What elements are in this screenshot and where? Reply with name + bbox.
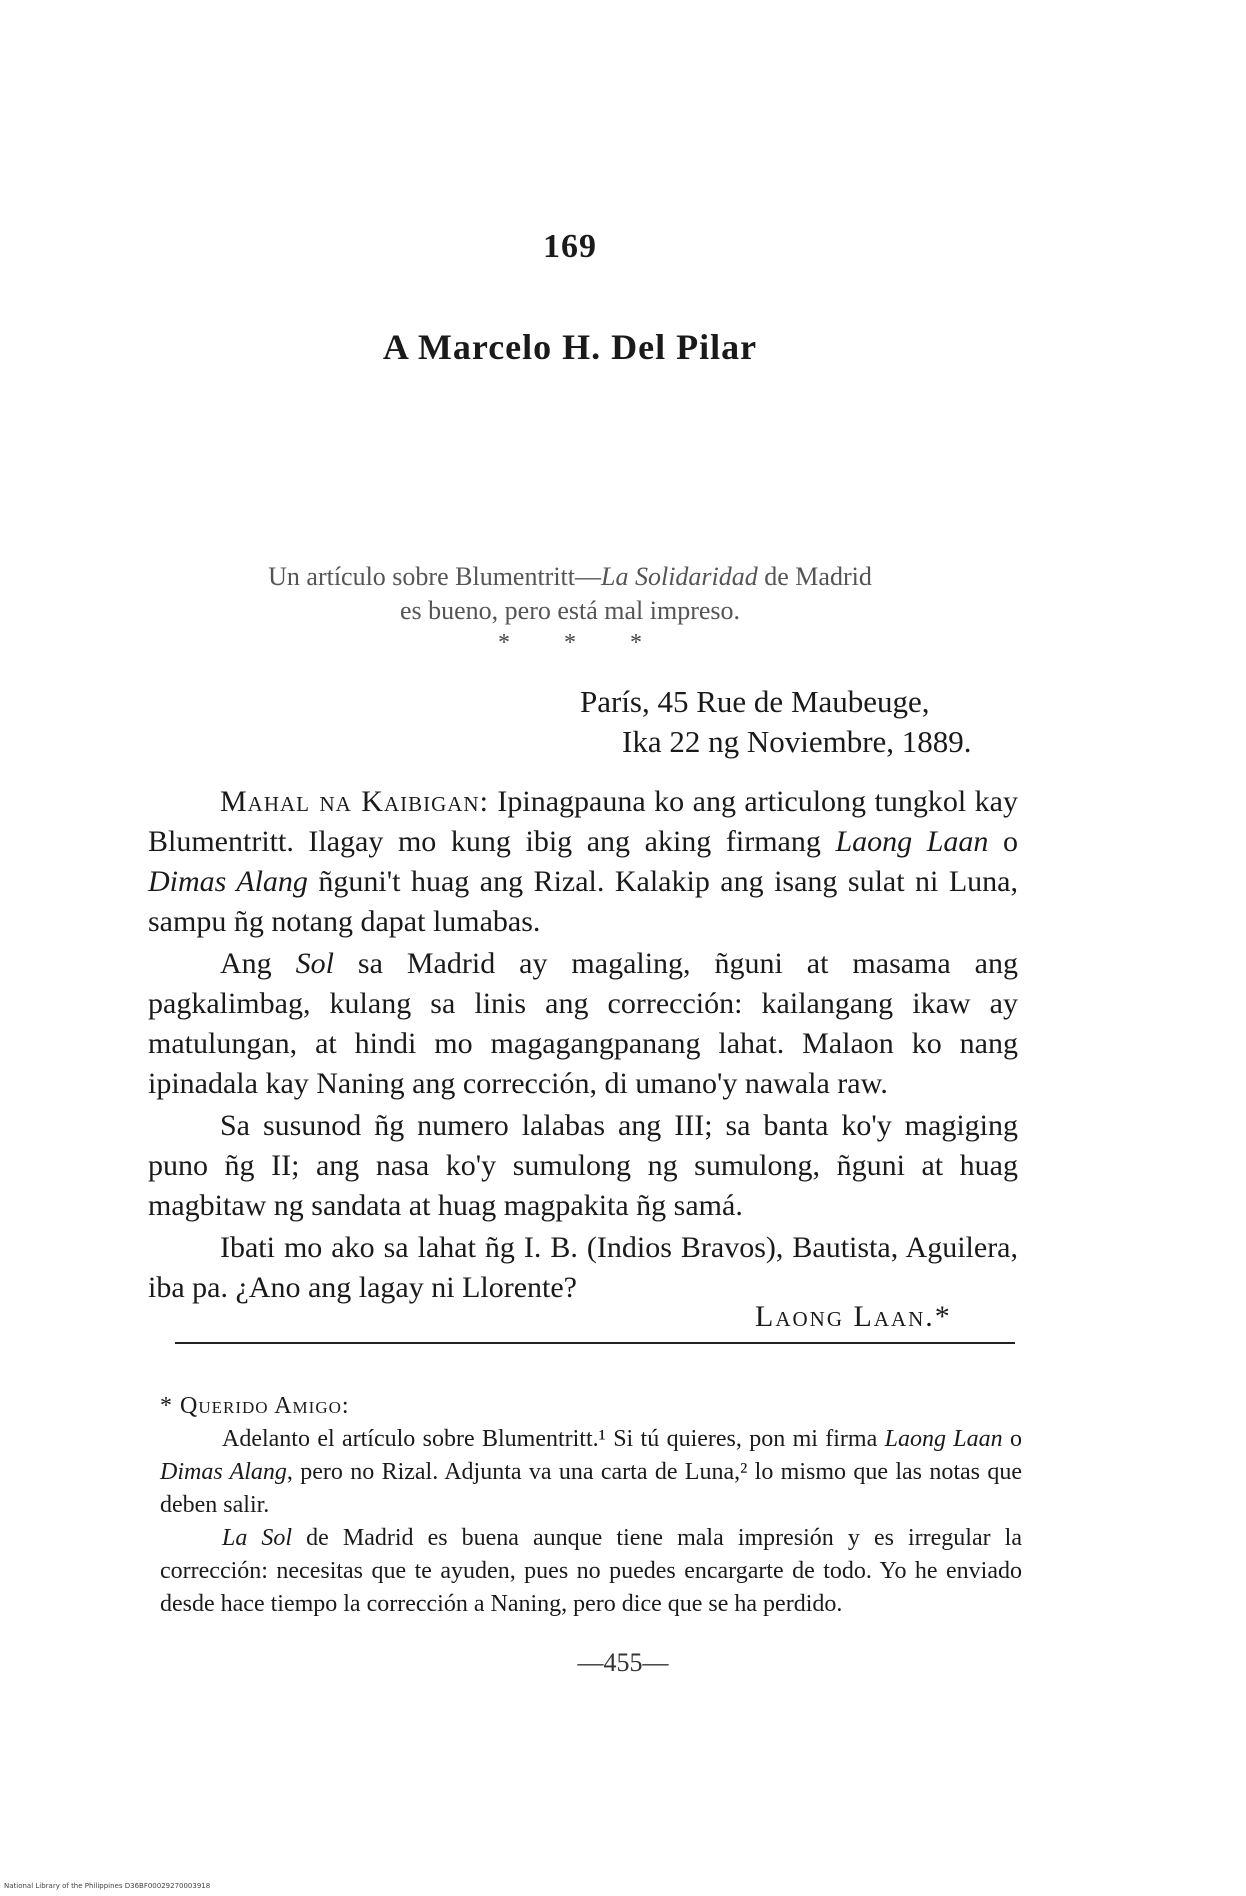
publication-name: Sol <box>295 947 334 980</box>
summary-italic: La Solidaridad <box>601 562 758 591</box>
letter-number: 169 <box>543 228 597 265</box>
footnote-salutation-text: * Querido Amigo: <box>160 1393 350 1419</box>
dateline-place: París, 45 Rue de Maubeuge, <box>580 684 930 719</box>
dateline <box>580 682 1020 762</box>
paragraph-text: sa Madrid ay magaling, ñguni at masama ang pagkalimbag, kulang sa linis ang corrección: kailangang ikaw ay matulungan, at hindi mo magagangpanang lahat. Malaon ko nang ipinadala kay Naning ang corrección, di umano'y nawala raw. <box>148 947 1018 1100</box>
footnote-text: o <box>1002 1426 1022 1452</box>
footnote-text: de Madrid es buena aunque tiene mala impresión y es irregular la corrección: necesitas que te ayuden, pues no puedes encargarte de todo. Yo he enviado desde hace tiempo la corrección a Naning, pero dice que se ha perdido. <box>160 1525 1023 1617</box>
salutation: Mahal na Kaibigan: <box>220 785 489 818</box>
paragraph-text: ñguni't huag ang Rizal. Kalakip ang isang sulat ni Luna, sampu ñg notang dapat lumabas. <box>148 865 1018 938</box>
summary-text: de Madrid <box>757 562 872 591</box>
dateline-date: Ika 22 ng Noviembre, 1889. <box>622 724 972 759</box>
summary-text: Un artículo sobre Blumentritt— <box>268 562 602 591</box>
paragraph-text: Ang <box>220 947 296 980</box>
paragraph-text: o <box>988 825 1019 858</box>
pseudonym: Laong Laan <box>884 1426 1003 1452</box>
paragraph <box>148 782 1018 942</box>
asterisk-separator: * * * <box>498 630 642 656</box>
paragraph: Sa susunod ñg numero lalabas ang III; sa banta ko'y magiging puno ñg II; ang nasa ko'y sumulong ng sumulong, ñguni at huag magbitaw ng sandata at huag magpakita ñg samá. <box>148 1109 1018 1222</box>
footnote-divider <box>175 1342 1015 1344</box>
signature: Laong Laan.* <box>755 1300 952 1333</box>
paragraph: Ibati mo ako sa lahat ñg I. B. (Indios Bravos), Bautista, Aguilera, iba pa. ¿Ano ang lagay ni Llorente? <box>148 1231 1018 1304</box>
footer-credit: National Library of the Philippines D36BF00029270003918 <box>4 1882 211 1890</box>
summary-text: es bueno, pero está mal impreso. <box>399 596 741 625</box>
pseudonym: Laong Laan <box>835 825 989 858</box>
paragraph-text: Ipinagpauna ko ang articulong tungkol kay Blumentritt. Ilagay mo kung ibig ang aking firmang <box>148 785 1018 858</box>
paragraph <box>148 944 1018 1104</box>
footnotes <box>160 1390 1022 1621</box>
footnote-paragraph <box>160 1522 1022 1621</box>
footnote-paragraph <box>160 1423 1022 1522</box>
footnote-text: , pero no Rizal. Adjunta va una carta de Luna,² lo mismo que las notas que deben salir. <box>160 1459 1022 1518</box>
letter-summary <box>200 560 940 628</box>
page-number: —455— <box>577 1648 669 1677</box>
letter-title: A Marcelo H. Del Pilar <box>382 327 758 367</box>
footnote-text: Adelanto el artículo sobre Blumentritt.¹ Si tú quieres, pon mi firma <box>222 1426 885 1452</box>
pseudonym: Dimas Alang <box>160 1459 287 1485</box>
letter-body <box>148 782 1018 1310</box>
pseudonym: Dimas Alang <box>148 865 308 898</box>
publication-name: La Sol <box>222 1525 293 1551</box>
footnote-salutation <box>160 1390 1022 1423</box>
